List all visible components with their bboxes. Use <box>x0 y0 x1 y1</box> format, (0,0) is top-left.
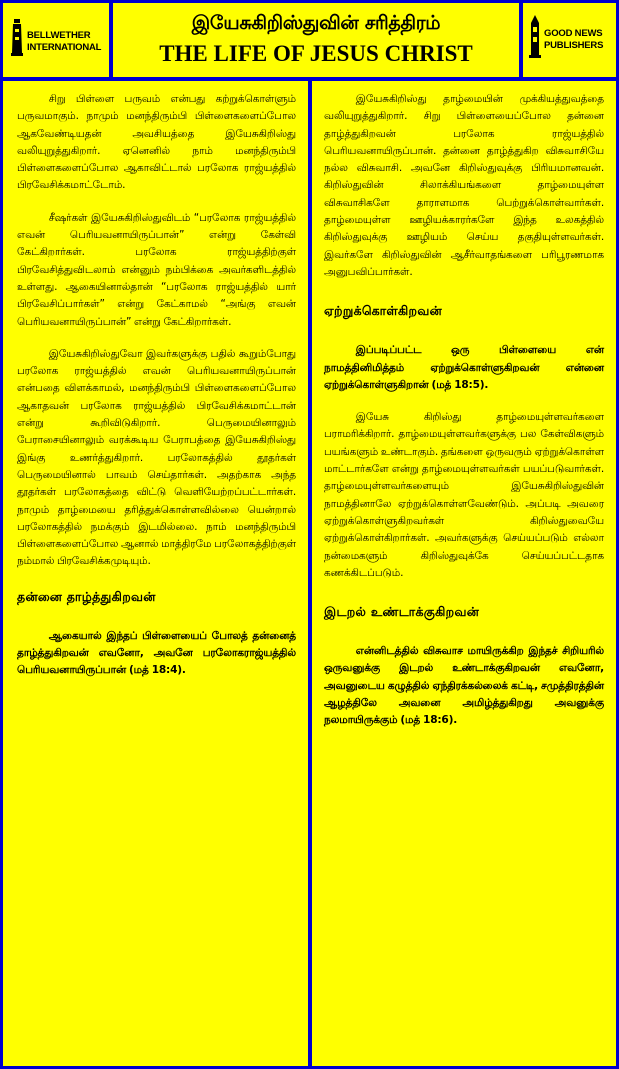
paragraph: சீஷர்கள் இயேசுகிறிஸ்துவிடம் “பரலோக ராஜ்யத்தில் எவன் பெரியவனாயிருப்பான்” என்று கேள்வி கேட்கிறார்கள். பரலோக ராஜ்யத்திற்குள் பிரவேசித்துவிடலாம் என்னும் நம்பிக்கை அவர்களிடத்தில் உள்ளது. ஆகையினால்தான் “பரலோக ராஜ்யத்தில் யார் பிரவேசிப்பார்கள்” என்று கேட்காமல் “அங்கு எவன் பெரியவனாயிருப்பான்” என்று கேட்கிறார்கள். <box>17 211 296 328</box>
paragraph: சிறு பிள்ளை பருவம் என்பது கற்றுக்கொள்ளும் பருவமாகும். நாமும் மனந்திரும்பி பிள்ளைகளைப்போல ஆகவேண்டியதன் அவசியத்தை இயேசுகிறிஸ்து வலியுறுத்துகிறார். ஏனெனில் நாம் மனந்திரும்பி பிள்ளைகளைப்போல ஆகாவிட்டால் பரலோக ராஜ்யத்தில் பிரவேசிக்கமாட்டோம். <box>17 93 296 192</box>
page-title-tamil: இயேசுகிறிஸ்துவின் சரித்திரம் <box>191 12 441 34</box>
lighthouse-icon <box>11 17 23 57</box>
paragraph: இயேசுகிறிஸ்து தாழ்மையின் முக்கியத்துவத்தை வலியுறுத்துகிறார். சிறு பிள்ளையைப்போல தன்னை தாழ்த்துகிறவன் பரலோக ராஜ்யத்தில் பெரியவனாயிருப்பான். தன்னை தாழ்த்துகிற விசுவாசியே நல்ல விசுவாசி. அவனே கிறிஸ்துவுக்கு பிரியமானவன். கிறிஸ்துவின் சிலாக்கியங்களை தாழ்மையுள்ள விசுவாசிகளே தாராளமாக பெற்றுக்கொள்வார்கள். தாழ்மையுள்ள ஊழியக்காரர்களே இந்த உலகத்தில் கிறிஸ்துவுக்கு ஊழியம் செய்ய தகுதியுள்ளவர்கள். இவர்களே கிறிஸ்துவின் ஆசீர்வாதங்களை பரிபூரணமாக அனுபவிப்பார்கள். <box>324 93 604 278</box>
section-heading: இடறல் உண்டாக்குகிறவன் <box>324 604 480 620</box>
scripture-verse: ஆகையால் இந்தப் பிள்ளையைப் போலத் தன்னைத் தாழ்த்துகிறவன் எவனோ, அவனே பரலோகராஜ்யத்தில் பெரியவனாயிருப்பான் (மத் 18:4). <box>17 629 296 677</box>
right-logo-line1: GOOD NEWS <box>544 28 603 39</box>
bell-tower-icon <box>529 15 541 59</box>
section-heading: தன்னை தாழ்த்துகிறவன் <box>17 588 156 604</box>
right-logo-line2: PUBLISHERS <box>544 40 604 51</box>
good-news-logo <box>529 15 603 59</box>
bellwether-logo-box <box>3 3 109 77</box>
good-news-logo-box <box>523 3 616 77</box>
page-title-english: THE LIFE OF JESUS CHRIST <box>159 41 473 66</box>
paragraph: இயேசு கிறிஸ்து தாழ்மையுள்ளவர்களை பராமரிக்கிறார். தாழ்மையுள்ளவர்களுக்கு பல கேள்விகளும் பயங்களும் உண்டாகும். தங்களை ஒருவரும் ஏற்றுக்கொள்ள மாட்டார்களே என்று தாழ்மையுள்ளவர்கள் பயப்படுவார்கள். தாழ்மையுள்ளவர்களையும் இயேசுகிறிஸ்துவின் நாமத்தினாலே ஏற்றுக்கொள்ளவேண்டும். அப்படி அவரை ஏற்றுக்கொள்ளுகிறவர்கள் கிறிஸ்துவையே ஏற்றுக்கொள்கிறார்கள். அவர்களுக்கு செய்யப்படும் எல்லா நன்மைகளும் கிறிஸ்துவுக்கே செய்யப்பட்டதாக கணக்கிடப்படும். <box>324 411 604 579</box>
left-logo-line1: BELLWETHER <box>27 30 91 41</box>
scripture-verse: என்னிடத்தில் விசுவாச மாயிருக்கிற இந்தச் சிறியரில் ஒருவனுக்கு இடறல் உண்டாக்குகிறவன் எவனோ, அவனுடைய கழுத்தில் ஏந்திரக்கல்லைக் கட்டி, சமுத்திரத்தின் ஆழத்திலே அவனை அமிழ்த்துகிறது அவனுக்கு நலமாயிருக்கும் (மத் 18:6). <box>324 645 604 727</box>
section-heading: ஏற்றுக்கொள்கிறவன் <box>324 303 443 319</box>
right-column <box>312 81 616 1066</box>
paragraph: இயேசுகிறிஸ்துவோ இவர்களுக்கு பதில் கூறும்போது பரலோக ராஜ்யத்தில் எவன் பெரியவனாயிருப்பான் என்பதை விளக்காமல், மனந்திரும்பி பிள்ளைகளைப்போல ஆகாதவன் பரலோக ராஜ்யத்தில் பிரவேசிக்கமாட்டான் என்று கூறிவிடுகிறார். பெருமையினாலும் பேராசையினாலும் வரக்கூடிய பேராபத்தை இயேசுகிறிஸ்து இங்கு உணர்த்துகிறார். பரலோகத்தில் தூதர்கள் பெருமையினால் பாவம் செய்தார்கள். அதற்காக அந்த தூதர்கள் பரலோகத்தை விட்டு வெளியேற்றப்பட்டார்கள். நாமும் தாழ்மையை தரித்துக்கொள்ளவில்லை யென்றால் பரலோகத்தில் நமக்கும் இடமில்லை. நாம் மனந்திரும்பி பிள்ளைகளைப்போல ஆனால் மாத்திரமே பரலோகத்திற்குள் நம்மால் பிரவேசிக்கமுடியும். <box>17 347 296 568</box>
left-logo-line2: INTERNATIONAL <box>27 42 102 53</box>
left-column <box>3 81 308 1066</box>
title-box <box>113 3 519 77</box>
scripture-verse: இப்படிப்பட்ட ஒரு பிள்ளையை என் நாமத்தினிமித்தம் ஏற்றுக்கொள்ளுகிறவன் என்னை ஏற்றுக்கொள்ளுகிறான் (மத் 18:5). <box>324 344 604 391</box>
bellwether-logo <box>11 17 101 57</box>
